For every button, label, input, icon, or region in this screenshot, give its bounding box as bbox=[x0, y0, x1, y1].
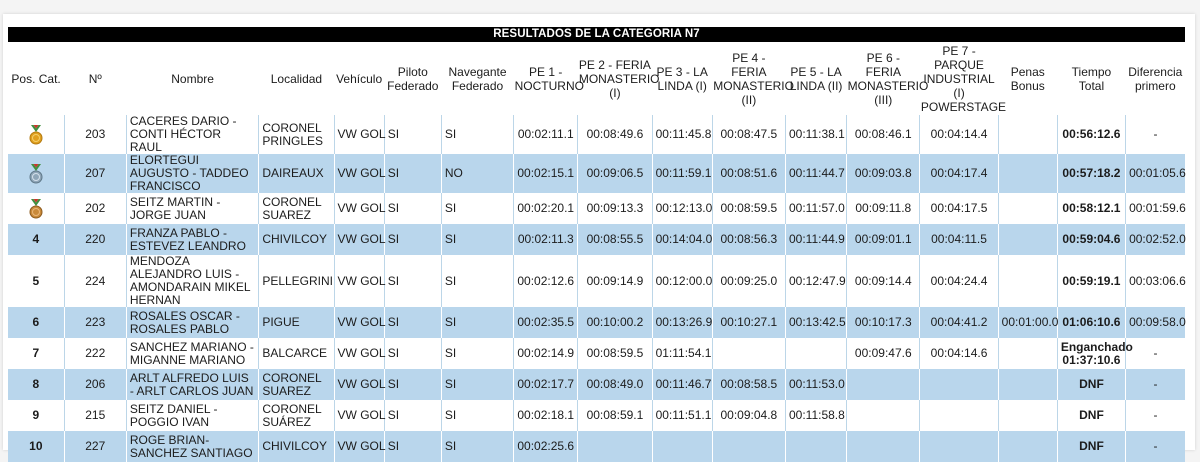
diferencia-cell: 00:02:52.0 bbox=[1126, 224, 1185, 255]
pe2-cell: 00:09:06.5 bbox=[578, 154, 652, 193]
localidad-cell: CORONEL SUAREZ bbox=[259, 369, 334, 400]
col-header-pe1: PE 1 - NOCTURNO bbox=[514, 64, 584, 93]
col-header-pe4: PE 4 - FERIA MONASTERIO (II) bbox=[713, 50, 794, 107]
vehiculo-cell: VW GOL bbox=[334, 224, 384, 255]
navegante-cell: SI bbox=[441, 431, 513, 462]
pos-cell bbox=[8, 193, 64, 224]
name-cell: FRANZA PABLO - ESTEVEZ LEANDRO bbox=[126, 224, 258, 255]
pe2-cell: 00:10:00.2 bbox=[578, 307, 652, 338]
pe4-cell: 00:08:58.5 bbox=[712, 369, 785, 400]
pe4-cell: 00:08:56.3 bbox=[712, 224, 785, 255]
tiempo-cell: DNF bbox=[1057, 431, 1125, 462]
pe4-cell bbox=[712, 338, 785, 369]
col-header-localidad: Localidad bbox=[270, 71, 323, 86]
diferencia-cell: 00:03:06.6 bbox=[1126, 255, 1185, 307]
piloto-cell: SI bbox=[384, 338, 441, 369]
num-cell: 215 bbox=[64, 400, 126, 431]
penas-cell bbox=[998, 224, 1057, 255]
navegante-cell: SI bbox=[441, 255, 513, 307]
pe3-cell: 00:11:46.7 bbox=[652, 369, 712, 400]
localidad-cell: DAIREAUX bbox=[259, 154, 334, 193]
pe2-cell: 00:08:59.1 bbox=[578, 400, 652, 431]
localidad-cell: CORONEL PRINGLES bbox=[259, 115, 334, 154]
name-cell: SANCHEZ MARIANO - MIGANNE MARIANO bbox=[126, 338, 258, 369]
pos-cell: 4 bbox=[8, 224, 64, 255]
pos-cell: 9 bbox=[32, 408, 40, 422]
pe5-cell bbox=[785, 431, 846, 462]
col-header-pe6: PE 6 - FERIA MONASTERIO (III) bbox=[847, 50, 929, 107]
diferencia-cell: - bbox=[1126, 431, 1185, 462]
pos-cell: 5 bbox=[32, 273, 40, 288]
vehiculo-cell: VW GOL bbox=[334, 431, 384, 462]
pe7-cell bbox=[920, 369, 998, 400]
pe6-cell: 00:09:11.8 bbox=[847, 193, 920, 224]
pe2-cell: 00:09:13.3 bbox=[578, 193, 652, 224]
pe6-cell bbox=[847, 369, 920, 400]
table-row bbox=[8, 431, 1185, 462]
penas-cell bbox=[998, 431, 1057, 462]
table-row bbox=[8, 255, 1185, 307]
name-cell: ROGE BRIAN- SANCHEZ SANTIAGO bbox=[126, 431, 258, 462]
num-cell: 202 bbox=[64, 193, 126, 224]
pe6-cell: 00:09:47.6 bbox=[847, 338, 920, 369]
piloto-cell: SI bbox=[384, 193, 441, 224]
tiempo-cell: 00:59:19.1 bbox=[1057, 255, 1125, 307]
table-row bbox=[8, 193, 1185, 224]
pe5-cell bbox=[785, 338, 846, 369]
pe1-cell: 00:02:15.1 bbox=[514, 154, 578, 193]
penas-cell: 00:01:00.0 bbox=[998, 307, 1057, 338]
navegante-cell: SI bbox=[441, 115, 513, 154]
pe5-cell: 00:13:42.5 bbox=[785, 307, 846, 338]
col-header-tiempo: Tiempo Total bbox=[1071, 64, 1112, 93]
pe6-cell bbox=[847, 400, 920, 431]
pe1-cell: 00:02:35.5 bbox=[514, 307, 578, 338]
piloto-cell: SI bbox=[384, 431, 441, 462]
col-header-vehiculo: Vehículo bbox=[336, 71, 383, 86]
pe5-cell: 00:11:58.8 bbox=[785, 400, 846, 431]
piloto-cell: SI bbox=[384, 154, 441, 193]
pe7-cell bbox=[920, 400, 998, 431]
pos-cell: 8 bbox=[8, 369, 64, 400]
pe7-cell: 00:04:41.2 bbox=[920, 307, 998, 338]
table-title: RESULTADOS DE LA CATEGORIA N7 bbox=[8, 27, 1185, 42]
results-body bbox=[8, 115, 1185, 462]
tiempo-cell: Enganchado 01:37:10.6 bbox=[1057, 338, 1125, 369]
piloto-cell: SI bbox=[384, 224, 441, 255]
pe7-cell: 00:04:24.4 bbox=[920, 255, 998, 307]
penas-cell bbox=[998, 193, 1057, 224]
pe6-cell: 00:09:01.1 bbox=[847, 224, 920, 255]
piloto-cell: SI bbox=[384, 307, 441, 338]
diferencia-cell: - bbox=[1126, 400, 1185, 431]
tiempo-cell: DNF bbox=[1057, 400, 1125, 431]
vehiculo-cell: VW GOL bbox=[334, 255, 384, 307]
piloto-cell: SI bbox=[384, 255, 441, 307]
diferencia-cell: - bbox=[1126, 115, 1185, 154]
col-header-penas: Penas Bonus bbox=[1010, 64, 1045, 93]
header-row bbox=[8, 42, 1185, 115]
table-row bbox=[8, 369, 1185, 400]
table-row bbox=[8, 307, 1185, 338]
pe7-cell: 00:04:17.5 bbox=[920, 193, 998, 224]
pe7-cell: 00:04:14.4 bbox=[920, 115, 998, 154]
pe3-cell: 00:12:00.0 bbox=[652, 255, 712, 307]
pe2-cell: 00:08:49.6 bbox=[578, 115, 652, 154]
vehiculo-cell: VW GOL bbox=[334, 307, 384, 338]
num-cell: 206 bbox=[64, 369, 126, 400]
col-header-piloto: Piloto Federado bbox=[387, 64, 439, 93]
penas-cell bbox=[998, 154, 1057, 193]
pe2-cell: 00:08:55.5 bbox=[578, 224, 652, 255]
pe2-cell: 00:08:59.5 bbox=[578, 338, 652, 369]
silver-medal-icon bbox=[28, 164, 44, 184]
pe5-cell: 00:11:38.1 bbox=[785, 115, 846, 154]
col-header-num: Nº bbox=[88, 71, 102, 86]
pos-cell: 7 bbox=[32, 346, 40, 360]
pe7-cell: 00:04:11.5 bbox=[920, 224, 998, 255]
results-table bbox=[8, 27, 1185, 462]
vehiculo-cell: VW GOL bbox=[334, 154, 384, 193]
navegante-cell: SI bbox=[441, 193, 513, 224]
col-header-diferencia: Diferencia primero bbox=[1128, 64, 1183, 93]
localidad-cell: CHIVILCOY bbox=[259, 224, 334, 255]
bronze-medal-icon bbox=[28, 199, 44, 219]
pe2-cell bbox=[578, 431, 652, 462]
name-cell: ROSALES OSCAR - ROSALES PABLO bbox=[126, 307, 258, 338]
num-cell: 203 bbox=[64, 115, 126, 154]
pe3-cell: 00:13:26.9 bbox=[652, 307, 712, 338]
num-cell: 227 bbox=[64, 431, 126, 462]
penas-cell bbox=[998, 369, 1057, 400]
pe1-cell: 00:02:11.1 bbox=[514, 115, 578, 154]
pe1-cell: 00:02:18.1 bbox=[514, 400, 578, 431]
name-cell: ARLT ALFREDO LUIS - ARLT CARLOS JUAN bbox=[126, 369, 258, 400]
diferencia-cell: 00:01:59.6 bbox=[1126, 193, 1185, 224]
pe3-cell bbox=[652, 431, 712, 462]
name-cell: MENDOZA ALEJANDRO LUIS - AMONDARAIN MIKEL HERNAN bbox=[126, 255, 258, 307]
pe5-cell: 00:11:44.9 bbox=[785, 224, 846, 255]
diferencia-cell: 00:09:58.0 bbox=[1126, 307, 1185, 338]
tiempo-cell: DNF bbox=[1057, 369, 1125, 400]
pe1-cell: 00:02:11.3 bbox=[514, 224, 578, 255]
pe1-cell: 00:02:17.7 bbox=[514, 369, 578, 400]
pe6-cell: 00:08:46.1 bbox=[847, 115, 920, 154]
localidad-cell: CHIVILCOY bbox=[259, 431, 334, 462]
col-header-pe7: PE 7 - PARQUE INDUSTRIAL (I) POWERSTAGE bbox=[920, 43, 1007, 114]
navegante-cell: NO bbox=[441, 154, 513, 193]
table-row bbox=[8, 154, 1185, 193]
penas-cell bbox=[998, 338, 1057, 369]
pe2-cell: 00:09:14.9 bbox=[578, 255, 652, 307]
pe6-cell: 00:10:17.3 bbox=[847, 307, 920, 338]
pe4-cell: 00:10:27.1 bbox=[712, 307, 785, 338]
col-header-pe5: PE 5 - LA LINDA (II) bbox=[789, 64, 843, 93]
pe5-cell: 00:12:47.9 bbox=[785, 255, 846, 307]
tiempo-cell: 00:57:18.2 bbox=[1057, 154, 1125, 193]
localidad-cell: PELLEGRINI bbox=[259, 255, 334, 307]
num-cell: 220 bbox=[64, 224, 126, 255]
vehiculo-cell: VW GOL bbox=[334, 400, 384, 431]
table-row bbox=[8, 224, 1185, 255]
pe3-cell: 00:11:59.1 bbox=[652, 154, 712, 193]
pe1-cell: 00:02:12.6 bbox=[514, 255, 578, 307]
localidad-cell: PIGUE bbox=[259, 307, 334, 338]
name-cell: SEITZ DANIEL - POGGIO IVAN bbox=[126, 400, 258, 431]
vehiculo-cell: VW GOL bbox=[334, 193, 384, 224]
col-header-pos: Pos. Cat. bbox=[11, 71, 61, 86]
pe4-cell: 00:08:51.6 bbox=[712, 154, 785, 193]
localidad-cell: BALCARCE bbox=[259, 338, 334, 369]
pe3-cell: 00:11:51.1 bbox=[652, 400, 712, 431]
pe1-cell: 00:02:14.9 bbox=[514, 338, 578, 369]
col-header-pe3: PE 3 - LA LINDA (I) bbox=[656, 64, 708, 93]
name-cell: ELORTEGUI AUGUSTO - TADDEO FRANCISCO bbox=[126, 154, 258, 193]
pe3-cell: 01:11:54.1 bbox=[652, 338, 712, 369]
pe7-cell: 00:04:14.6 bbox=[920, 338, 998, 369]
num-cell: 224 bbox=[64, 255, 126, 307]
pos-cell bbox=[8, 154, 64, 193]
vehiculo-cell: VW GOL bbox=[334, 338, 384, 369]
num-cell: 222 bbox=[64, 338, 126, 369]
tiempo-cell: 01:06:10.6 bbox=[1057, 307, 1125, 338]
pe4-cell: 00:09:25.0 bbox=[712, 255, 785, 307]
vehiculo-cell: VW GOL bbox=[334, 115, 384, 154]
tiempo-cell: 00:59:04.6 bbox=[1057, 224, 1125, 255]
navegante-cell: SI bbox=[441, 224, 513, 255]
pe6-cell: 00:09:14.4 bbox=[847, 255, 920, 307]
navegante-cell: SI bbox=[441, 307, 513, 338]
tiempo-cell: 00:56:12.6 bbox=[1057, 115, 1125, 154]
gold-medal-icon bbox=[28, 125, 44, 145]
localidad-cell: CORONEL SUÁREZ bbox=[259, 400, 334, 431]
vehiculo-cell: VW GOL bbox=[334, 369, 384, 400]
pe4-cell bbox=[712, 431, 785, 462]
diferencia-cell: 00:01:05.6 bbox=[1126, 154, 1185, 193]
pe3-cell: 00:12:13.0 bbox=[652, 193, 712, 224]
pos-cell bbox=[8, 115, 64, 154]
pe6-cell: 00:09:03.8 bbox=[847, 154, 920, 193]
piloto-cell: SI bbox=[384, 369, 441, 400]
piloto-cell: SI bbox=[384, 115, 441, 154]
col-header-nombre: Nombre bbox=[171, 71, 214, 86]
name-cell: SEITZ MARTIN - JORGE JUAN bbox=[126, 193, 258, 224]
table-row bbox=[8, 400, 1185, 431]
tiempo-cell: 00:58:12.1 bbox=[1057, 193, 1125, 224]
pe4-cell: 00:08:47.5 bbox=[712, 115, 785, 154]
piloto-cell: SI bbox=[384, 400, 441, 431]
pe4-cell: 00:09:04.8 bbox=[712, 400, 785, 431]
num-cell: 207 bbox=[64, 154, 126, 193]
navegante-cell: SI bbox=[441, 369, 513, 400]
pe4-cell: 00:08:59.5 bbox=[712, 193, 785, 224]
col-header-navegante: Navegante Federado bbox=[448, 64, 507, 93]
pe7-cell: 00:04:17.4 bbox=[920, 154, 998, 193]
table-row bbox=[8, 115, 1185, 154]
navegante-cell: SI bbox=[441, 338, 513, 369]
pos-cell: 6 bbox=[8, 307, 64, 338]
pe3-cell: 00:14:04.0 bbox=[652, 224, 712, 255]
pe1-cell: 00:02:25.6 bbox=[514, 431, 578, 462]
pe5-cell: 00:11:57.0 bbox=[785, 193, 846, 224]
pe7-cell bbox=[920, 431, 998, 462]
col-header-pe2: PE 2 - FERIA MONASTERIO (I) bbox=[578, 57, 660, 100]
pe3-cell: 00:11:45.8 bbox=[652, 115, 712, 154]
penas-cell bbox=[998, 255, 1057, 307]
pe5-cell: 00:11:53.0 bbox=[785, 369, 846, 400]
num-cell: 223 bbox=[64, 307, 126, 338]
name-cell: CACERES DARIO - CONTI HÉCTOR RAUL bbox=[126, 115, 258, 154]
diferencia-cell: - bbox=[1126, 338, 1185, 369]
penas-cell bbox=[998, 115, 1057, 154]
penas-cell bbox=[998, 400, 1057, 431]
pos-cell: 10 bbox=[8, 431, 64, 462]
pe2-cell: 00:08:49.0 bbox=[578, 369, 652, 400]
diferencia-cell: - bbox=[1126, 369, 1185, 400]
navegante-cell: SI bbox=[441, 400, 513, 431]
pe1-cell: 00:02:20.1 bbox=[514, 193, 578, 224]
table-row bbox=[8, 338, 1185, 369]
pe5-cell: 00:11:44.7 bbox=[785, 154, 846, 193]
localidad-cell: CORONEL SUAREZ bbox=[259, 193, 334, 224]
pe6-cell bbox=[847, 431, 920, 462]
